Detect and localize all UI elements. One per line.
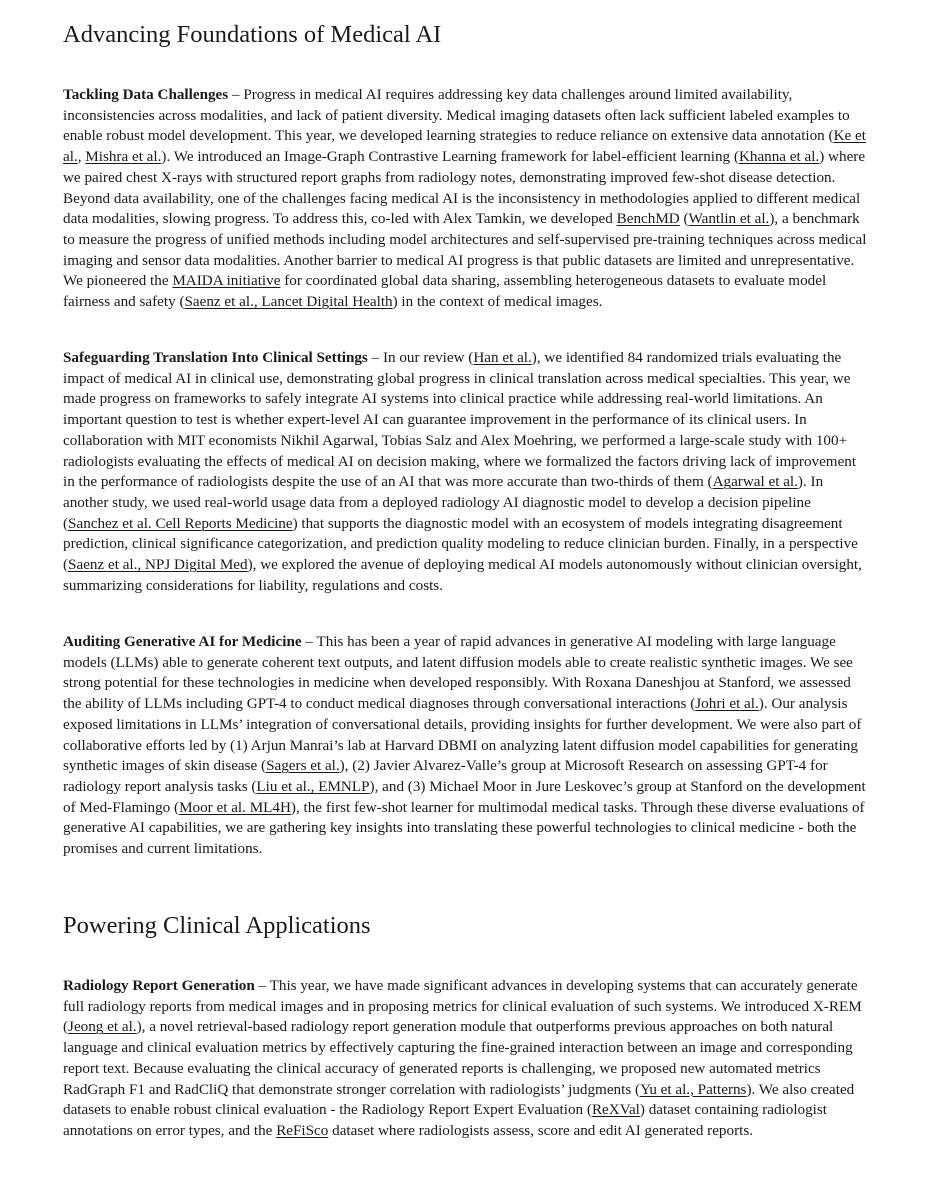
paragraph-clinical-translation: [63, 348, 868, 596]
citation-link[interactable]: Sanchez et al. Cell Reports Medicine: [68, 514, 293, 532]
body-text: (: [679, 210, 689, 228]
body-text: – This year, we have made significant advances in developing systems that can accurately generate full radiology reports from medical images and in proposing metrics for clinical evaluation of such systems. We introduced X-REM (: [63, 977, 862, 1036]
section-title-foundations: Advancing Foundations of Medical AI: [63, 21, 442, 48]
body-text: ), a novel retrieval-based radiology report generation module that outperforms previous approaches on both natural language and clinical evaluation metrics by effectively capturing the fine-grained interaction between an image and corresponding report text. Because evaluating the clinical accuracy of generated reports is challenging, we proposed new automated metrics RadGraph F1 and RadCliQ that demonstrate stronger correlation with radiologists’ judgments (: [63, 1018, 853, 1098]
paragraph-generative-ai: [63, 632, 868, 860]
citation-link[interactable]: Yu et al., Patterns: [640, 1080, 747, 1098]
citation-link[interactable]: Jeong et al.: [68, 1018, 137, 1036]
citation-link[interactable]: Sagers et al.: [266, 757, 340, 775]
body-text: ). We also created datasets to enable robust clinical evaluation - the Radiology Report Expert Evaluation (: [63, 1080, 855, 1119]
paragraph-heading: Tackling Data Challenges: [63, 86, 229, 103]
citation-link[interactable]: ReFiSco: [276, 1121, 329, 1139]
paragraph-data-challenges: [63, 85, 868, 313]
citation-link[interactable]: Saenz et al., NPJ Digital Med: [68, 556, 248, 574]
citation-link[interactable]: MAIDA initiative: [172, 272, 281, 290]
body-text: ), the first few-shot learner for multimodal medical tasks. Through these diverse evaluations of generative AI capabilities, we are gathering key insights into translating these powerful technologies to clinical medicine - both the promises and current limitations.: [63, 798, 865, 858]
body-text: – In our review (: [367, 349, 474, 366]
body-text: ) in the context of medical images.: [392, 293, 603, 311]
body-text: ) that supports the diagnostic model with an ecosystem of models integrating disagreement prediction, clinical significance categorization, and prediction quality modeling to reduce clinician burden. Finally, in a perspective (: [63, 514, 858, 574]
citation-link[interactable]: Moor et al. ML4H: [179, 798, 291, 816]
body-text: ) dataset containing radiologist annotations on error types, and the: [63, 1101, 827, 1139]
citation-link[interactable]: Liu et al., EMNLP: [256, 777, 370, 795]
citation-link[interactable]: Khanna et al.: [738, 148, 820, 166]
body-text: – This has been a year of rapid advances in generative AI modeling with large language models (LLMs) able to generate coherent text outputs, and latent diffusion models able to create realistic synthetic images. We see strong potential for these technologies in medicine when developed responsibly. With Roxana Daneshjou at Stanford, we assessed the ability of LLMs including GPT-4 to conduct medical diagnoses through conversational interactions (: [63, 633, 853, 713]
citation-link[interactable]: Wantlin et al.: [688, 210, 770, 228]
paragraph-heading: Safeguarding Translation Into Clinical Settings: [63, 349, 368, 366]
body-text: ), we identified 84 randomized trials evaluating the impact of medical AI in clinical use, demonstrating global progress in clinical translation across medical specialties. This year, we made progress on frameworks to safely integrate AI systems into clinical practice while addressing real-world limitations. An important question to test is whether expert-level AI can guarantee improvement in the performance of its clinical users. In collaboration with MIT economists Nikhil Agarwal, Tobias Salz and Alex Moehring, we performed a large-scale study with 100+ radiologists evaluating the effects of medical AI on decision making, where we formalized the factors driving lack of improvement in the performance of radiologists despite the use of an AI that was more accurate than two-thirds of them (: [63, 349, 857, 491]
paragraph-heading: Radiology Report Generation: [63, 977, 255, 994]
body-text: ), a benchmark to measure the progress of unified methods including model architectures and self-supervised pre-training techniques across medical imaging and sensor data modalities. Another barrier to medical AI progress is that public datasets are limited and unrepresentative. We pioneered the: [63, 210, 867, 290]
citation-link[interactable]: Johri et al.: [695, 695, 759, 713]
body-text: ), we explored the avenue of deploying medical AI models autonomously without clinician oversight, summarizing considerations for liability, regulations and costs.: [63, 556, 862, 594]
citation-link[interactable]: Mishra et al.: [85, 148, 162, 166]
body-text: ). Our analysis exposed limitations in LLMs’ integration of conversational details, providing insights for further development. We were also part of collaborative efforts led by (1) Arjun Manrai’s lab at Harvard DBMI on analyzing latent diffusion model capabilities for generating synthetic images of skin disease (: [63, 695, 862, 775]
citation-link[interactable]: Han et al.: [473, 349, 532, 366]
paragraph-heading: Auditing Generative AI for Medicine: [63, 633, 302, 650]
body-text: ), and (3) Michael Moor in Jure Leskovec’s group at Stanford on the development of Med-Flamingo (: [63, 777, 866, 816]
section-title-clinical-applications: Powering Clinical Applications: [63, 912, 371, 939]
body-text: ,: [77, 148, 86, 166]
body-text: – Progress in medical AI requires addressing key data challenges around limited availability, inconsistencies across modalities, and lack of patient diversity. Medical imaging datasets often lack sufficient labeled examples to enable robust model development. This year, we developed learning strategies to reduce reliance on extensive data annotation (: [63, 86, 850, 145]
citation-link[interactable]: Agarwal et al.: [712, 473, 798, 491]
body-text: dataset where radiologists assess, score and edit AI generated reports.: [328, 1121, 753, 1139]
body-text: ), (2) Javier Alvarez-Valle’s group at Microsoft Research on assessing GPT-4 for radiology report analysis tasks (: [63, 757, 828, 795]
body-text: ). We introduced an Image-Graph Contrastive Learning framework for label-efficient learning (: [161, 148, 739, 166]
citation-link[interactable]: Ke et al.: [63, 127, 866, 166]
citation-link[interactable]: BenchMD: [616, 210, 680, 228]
body-text: ) where we paired chest X-rays with structured report graphs from radiology notes, demonstrating improved few-shot disease detection. Beyond data availability, one of the challenges facing medical AI is the inconsistency in methodologies applied to different medical data modalities, slowing progress. To address this, co-led with Alex Tamkin, we developed: [63, 148, 866, 228]
citation-link[interactable]: Saenz et al., Lancet Digital Health: [184, 293, 393, 311]
paragraph-report-generation: [63, 976, 868, 1142]
body-text: for coordinated global data sharing, assembling heterogeneous datasets to evaluate model fairness and safety (: [63, 272, 827, 311]
body-text: ). In another study, we used real-world usage data from a deployed radiology AI diagnostic model to develop a decision pipeline (: [63, 473, 824, 532]
citation-link[interactable]: ReXVal: [591, 1101, 640, 1119]
